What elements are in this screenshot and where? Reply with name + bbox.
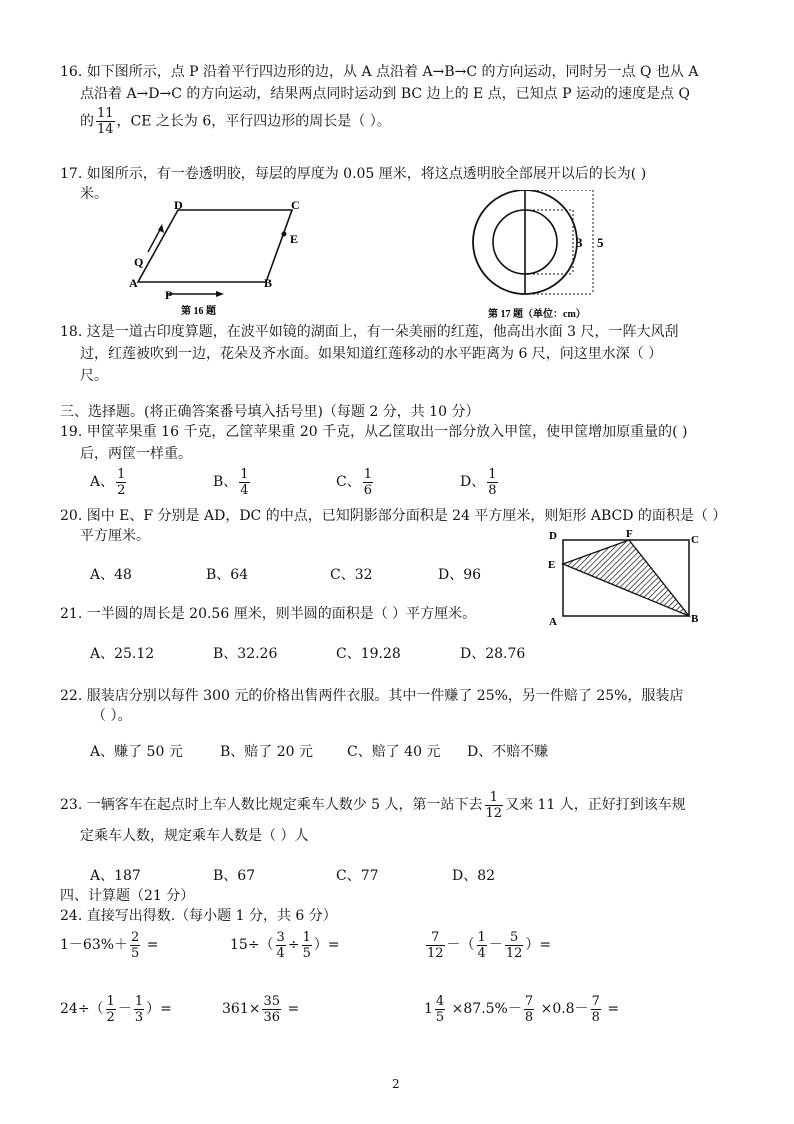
q17-line1: 17. 如图所示，有一卷透明胶，每层的厚度为 0.05 厘米，将这点透明胶全部展开以后的长为( ) [60, 166, 647, 182]
point-e [282, 232, 287, 237]
figure-17-tape-roll [470, 190, 620, 325]
q23-option-a: A、187 [90, 868, 141, 884]
q23-line2: 定乘车人数，规定乘车人数是（ ）人 [80, 828, 309, 844]
figure-20-rectangle [545, 526, 710, 630]
q18-line3: 尺。 [80, 368, 108, 384]
q21-option-b: B、32.26 [213, 646, 278, 662]
calc-expression-6: 1 $\frac{4}{5}$ ×87.5%－ $\frac{7}{8}$ ×0.8－ $\frac{7}{8}$ = [424, 993, 620, 1025]
q22-option-a: A、赚了 50 元 [90, 744, 183, 760]
figure-16-caption: 第 16 题 [181, 306, 216, 317]
label-d: D [174, 198, 183, 212]
q23-option-d: D、82 [452, 868, 496, 884]
q20-option-b: B、64 [206, 567, 249, 583]
q22-option-c: C、赔了 40 元 [347, 744, 441, 760]
label-b: B [264, 276, 273, 290]
calc-expression-4: 24÷（ $\frac{1}{2}$ － $\frac{1}{3}$ ）= [60, 993, 172, 1025]
q16-line3 [80, 106, 391, 137]
q22-option-d: D、不赔不赚 [467, 744, 549, 760]
arrow-p-head [216, 291, 224, 297]
q23-option-b: B、67 [213, 868, 256, 884]
calc-expression-5: 361× $\frac{35}{36}$ = [222, 993, 300, 1025]
fraction: $\frac{11}{14}$ [97, 106, 114, 137]
q18-line2: 过，红莲被吹到一边，花朵及齐水面。如果知道红莲移动的水平距离为 6 尺，问这里水深（ ） [80, 346, 663, 362]
q16-line1: 16. 如下图所示，点 P 沿着平行四边形的边，从 A 点沿着 A→B→C 的方向运动，同时另一点 Q 也从 A [60, 64, 699, 80]
page-number: 2 [392, 1077, 400, 1091]
q20-line1: 20. 图中 E、F 分别是 AD，DC 的中点，已知阴影部分面积是 24 平方厘米，则矩形 ABCD 的面积是（ ） [60, 508, 727, 524]
calc-expression-2: 15÷（ $\frac{3}{4}$ ÷ $\frac{1}{5}$ ）= [230, 929, 340, 961]
label-q: Q [134, 255, 144, 269]
label-f: F [626, 528, 633, 540]
label-a: A [549, 616, 557, 628]
label-a: A [129, 276, 138, 290]
figure-17-caption: 第 17 题（单位：cm） [488, 309, 586, 320]
label-c: C [291, 198, 300, 212]
q16-text-post: ，CE 之长为 6，平行四边形的周长是（ ）。 [116, 113, 391, 130]
fraction: $\frac{1}{12}$ [485, 789, 503, 821]
label-b: B [691, 613, 699, 625]
q16-text-pre: 的 [80, 113, 94, 130]
label-c: C [691, 534, 699, 546]
label-e: E [548, 559, 556, 571]
q22-line1: 22. 服装店分别以每件 300 元的价格出售两件衣服。其中一件赚了 25%，另一件赔了 25%，服装店 [60, 688, 684, 704]
q19-option-c: C、 $\frac{1}{6}$ [336, 466, 372, 498]
q23-text-pre: 23. 一辆客车在起点时上车人数比规定乘车人数少 5 人，第一站下去 [60, 797, 483, 813]
shaded-triangle-efb [563, 540, 689, 616]
q20-line2: 平方厘米。 [80, 528, 150, 544]
q22-option-b: B、赔了 20 元 [220, 744, 314, 760]
q20-option-c: C、32 [330, 567, 373, 583]
parallelogram-abcd [138, 210, 292, 282]
calc-expression-1: 1－63%＋ $\frac{2}{5}$ = [60, 929, 159, 961]
q16-line2: 点沿着 A→D→C 的方向运动，结果两点同时运动到 BC 边上的 E 点，已知点 P 运动的速度是点 Q [80, 86, 690, 102]
q20-option-d: D、96 [438, 567, 482, 583]
calc-expression-3: $\frac{7}{12}$ －（ $\frac{1}{4}$ － $\frac{5}{12}$ ）= [427, 929, 552, 961]
q18-line1: 18. 这是一道古印度算题，在波平如镜的湖面上，有一朵美丽的红莲，他高出水面 3 尺，一阵大风刮 [60, 324, 679, 340]
q20-option-a: A、48 [90, 567, 132, 583]
q21-option-d: D、28.76 [460, 646, 526, 662]
q21-line1: 21. 一半圆的周长是 20.56 厘米，则半圆的面积是（ ）平方厘米。 [60, 606, 477, 622]
q24-title: 24. 直接写出得数.（每小题 1 分，共 6 分） [60, 908, 337, 924]
q23-option-c: C、77 [336, 868, 379, 884]
q23-line1 [60, 788, 686, 822]
label-d: D [549, 530, 557, 542]
label-e: E [290, 232, 299, 246]
q19-option-d: D、 $\frac{1}{8}$ [460, 466, 497, 498]
section-4-heading: 四、计算题（21 分） [60, 888, 195, 904]
label-p: P [165, 288, 173, 302]
dimension-outer: 5 [597, 235, 604, 250]
q23-text-post: 又来 11 人，正好打到该车规 [505, 797, 686, 813]
figure-16-parallelogram [128, 198, 328, 320]
q21-option-a: A、25.12 [90, 646, 155, 662]
q19-option-b: B、 $\frac{1}{4}$ [213, 466, 249, 498]
q22-line2: （ ）。 [92, 708, 132, 724]
dimension-inner: 3 [576, 235, 583, 250]
q19-option-a: A、 $\frac{1}{2}$ [90, 466, 126, 498]
q19-line1: 19. 甲筐苹果重 16 千克，乙筐苹果重 20 千克，从乙筐取出一部分放入甲筐，使甲筐增加原重量的( ) [60, 424, 688, 440]
section-3-heading: 三、选择题。(将正确答案番号填入括号里)（每题 2 分，共 10 分） [60, 404, 480, 420]
q21-option-c: C、19.28 [336, 646, 401, 662]
q19-line2: 后，两筐一样重。 [80, 446, 192, 462]
q17-line2: 米。 [80, 186, 108, 202]
